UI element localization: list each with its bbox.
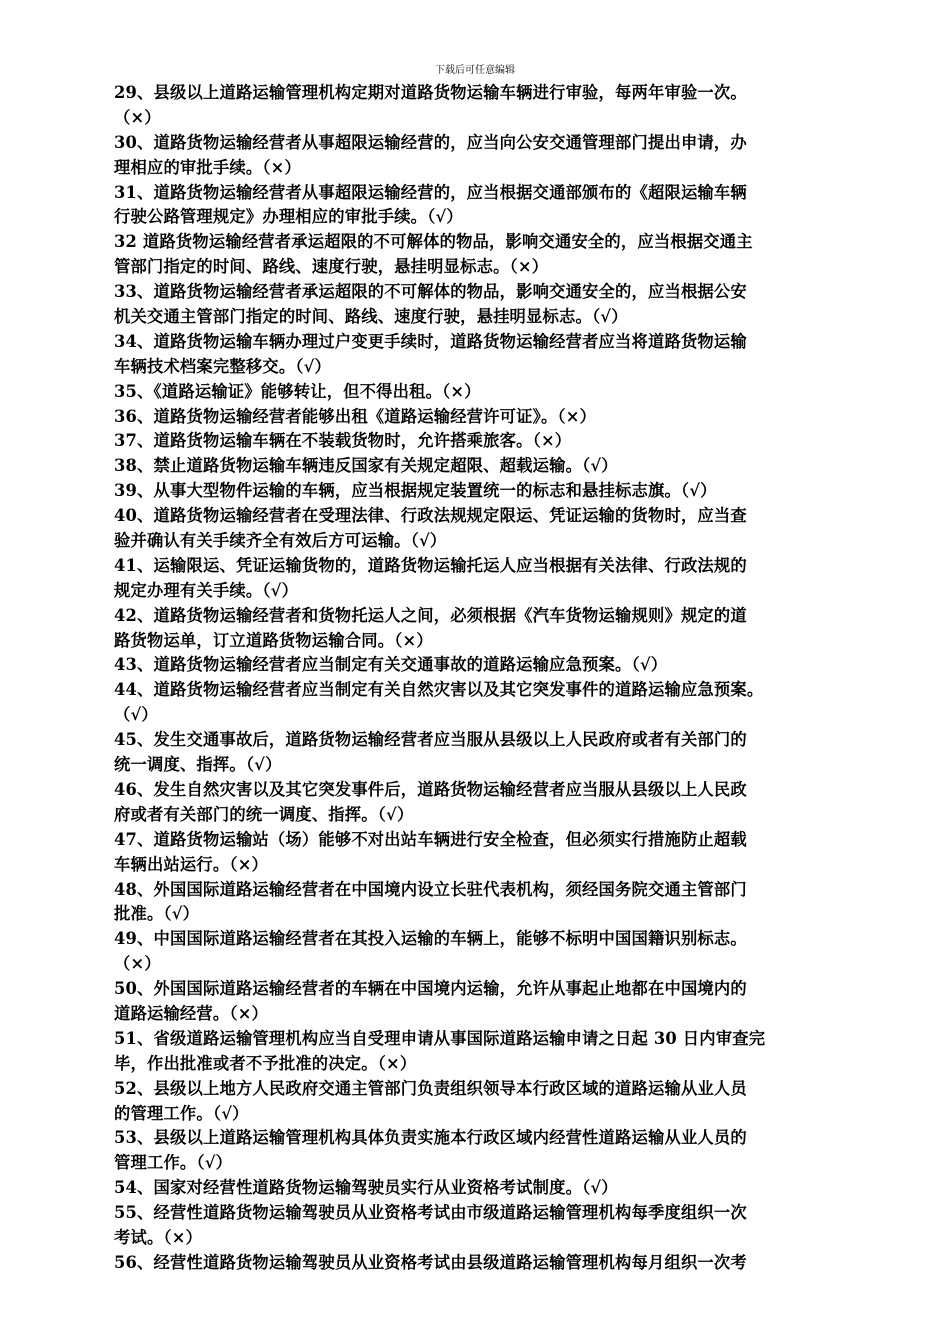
text-line: 44、道路货物运输经营者应当制定有关自然灾害以及其它突发事件的道路运输应急预案。 <box>114 680 764 700</box>
text-line: 40、道路货物运输经营者在受理法律、行政法规规定限运、凭证运输的货物时，应当查 <box>114 506 747 526</box>
text-line: 42、道路货物运输经营者和货物托运人之间，必须根据《汽车货物运输规则》规定的道 <box>114 605 747 625</box>
text-line: 50、外国国际道路运输经营者的车辆在中国境内运输，允许从事起止地都在中国境内的 <box>114 979 747 999</box>
text-line: 车辆技术档案完整移交。（√） <box>114 356 332 376</box>
text-line: 55、经营性道路货物运输驾驶员从业资格考试由市级道路运输管理机构每季度组织一次 <box>114 1203 747 1223</box>
document-body <box>114 81 874 1276</box>
text-line: 35、《道路运输证》能够转让，但不得出租。（×） <box>114 381 481 401</box>
page-header: 下载后可任意编辑 <box>435 65 515 76</box>
text-line: 管理工作。（√） <box>114 1153 233 1173</box>
text-line: 考试。（×） <box>114 1227 203 1247</box>
text-line: 36、道路货物运输经营者能够出租《道路运输经营许可证》。（×） <box>114 406 597 426</box>
text-line: 52、县级以上地方人民政府交通主管部门负责组织领导本行政区域的道路运输从业人员 <box>114 1078 747 1098</box>
text-line: 路货物运单，订立道路货物运输合同。（×） <box>114 630 433 650</box>
text-line: 53、县级以上道路运输管理机构具体负责实施本行政区域内经营性道路运输从业人员的 <box>114 1128 747 1148</box>
text-line: 毕，作出批准或者不予批准的决定。（×） <box>114 1053 417 1073</box>
text-line: 车辆出站运行。（×） <box>114 854 269 874</box>
text-line: 理相应的审批手续。（×） <box>114 157 301 177</box>
text-line: 规定办理有关手续。（√） <box>114 580 299 600</box>
text-line: 验并确认有关手续齐全有效后方可运输。（√） <box>114 531 447 551</box>
text-line: （×） <box>114 107 161 127</box>
text-line: 管部门指定的时间、路线、速度行驶，悬挂明显标志。（×） <box>114 257 549 277</box>
text-line: 39、从事大型物件运输的车辆，应当根据规定装置统一的标志和悬挂标志旗。（√） <box>114 481 717 501</box>
text-line: 行驶公路管理规定》办理相应的审批手续。（√） <box>114 207 463 227</box>
text-line: 29、县级以上道路运输管理机构定期对道路货物运输车辆进行审验，每两年审验一次。 <box>114 83 747 102</box>
text-line: 府或者有关部门的统一调度、指挥。（√） <box>114 804 414 824</box>
text-line: 56、经营性道路货物运输驾驶员从业资格考试由县级道路运输管理机构每月组织一次考 <box>114 1252 747 1272</box>
text-line: 32 道路货物运输经营者承运超限的不可解体的物品，影响交通安全的，应当根据交通主 <box>114 232 753 252</box>
text-line: 33、道路货物运输经营者承运超限的不可解体的物品，影响交通安全的，应当根据公安 <box>114 282 747 302</box>
text-line: 46、发生自然灾害以及其它突发事件后，道路货物运输经营者应当服从县级以上人民政 <box>114 779 747 799</box>
text-line: 51、省级道路运输管理机构应当自受理申请从事国际道路运输申请之日起 30 日内审查完 <box>114 1028 766 1048</box>
text-line: 31、道路货物运输经营者从事超限运输经营的，应当根据交通部颁布的《超限运输车辆 <box>114 182 747 202</box>
text-line: 道路运输经营。（×） <box>114 1003 269 1023</box>
text-line: 47、道路货物运输站（场）能够不对出站车辆进行安全检查，但必须实行措施防止超载 <box>114 829 747 849</box>
text-line: 的管理工作。（√） <box>114 1103 249 1123</box>
text-line: 41、运输限运、凭证运输货物的，道路货物运输托运人应当根据有关法律、行政法规的 <box>114 555 747 575</box>
text-line: 48、外国国际道路运输经营者在中国境内设立长驻代表机构，须经国务院交通主管部门 <box>114 879 747 899</box>
text-line: 机关交通主管部门指定的时间、路线、速度行驶，悬挂明显标志。（√） <box>114 307 628 327</box>
text-line: 批准。（√） <box>114 904 200 924</box>
text-line: 49、中国国际道路运输经营者在其投入运输的车辆上，能够不标明中国国籍识别标志。 <box>114 929 747 949</box>
text-line: 43、道路货物运输经营者应当制定有关交通事故的道路运输应急预案。（√） <box>114 655 668 675</box>
text-line: 统一调度、指挥。（√） <box>114 755 282 775</box>
text-line: 54、国家对经营性道路货物运输驾驶员实行从业资格考试制度。（√） <box>114 1178 618 1198</box>
text-line: 30、道路货物运输经营者从事超限运输经营的，应当向公安交通管理部门提出申请，办 <box>114 132 747 152</box>
text-line: （×） <box>114 954 161 974</box>
text-line: 37、道路货物运输车辆在不装载货物时，允许搭乘旅客。（×） <box>114 431 572 451</box>
text-line: 34、道路货物运输车辆办理过户变更手续时，道路货物运输经营者应当将道路货物运输 <box>114 331 747 351</box>
text-line: （√） <box>114 705 158 725</box>
text-line: 45、发生交通事故后，道路货物运输经营者应当服从县级以上人民政府或者有关部门的 <box>114 730 747 750</box>
text-line: 38、禁止道路货物运输车辆违反国家有关规定超限、超载运输。（√） <box>114 456 618 476</box>
